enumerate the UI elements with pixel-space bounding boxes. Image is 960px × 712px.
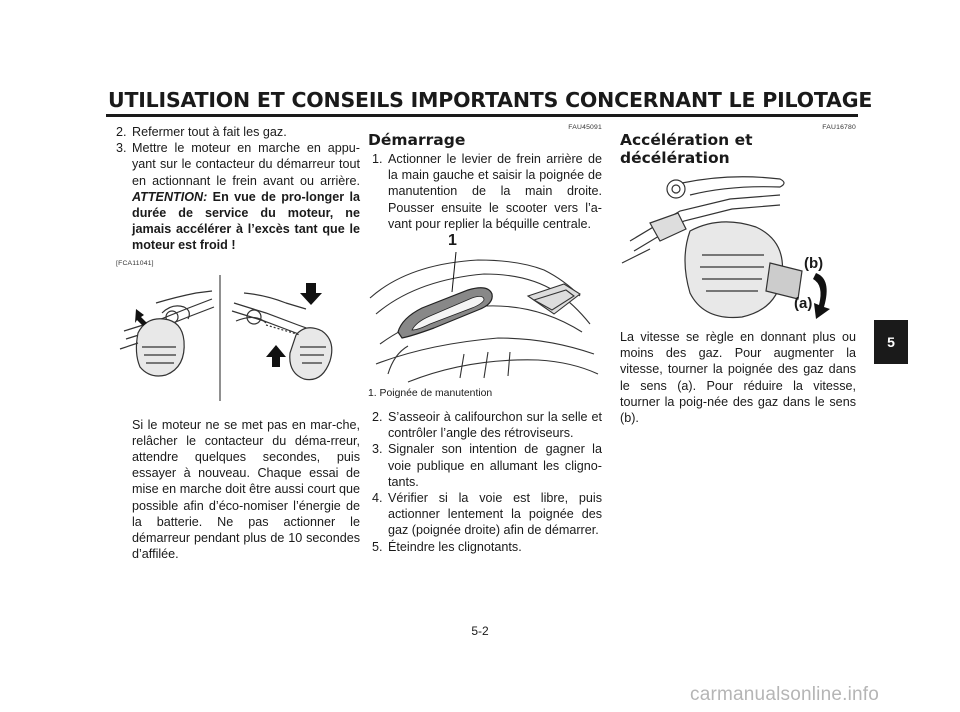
brake-lever-left-drawing	[120, 291, 214, 376]
section-heading-acceleration: Accélération et décélération	[620, 131, 753, 167]
step-number: 1.	[372, 152, 383, 166]
chapter-tab: 5	[874, 320, 908, 364]
step-text: S’asseoir à califourchon sur la selle et contrôler l’angle des rétroviseurs.	[388, 410, 602, 441]
step-3-text: Mettre le moteur en marche en appu-yant sur le contacteur du démarreur tout en actionnant le frein avant ou arrière.	[132, 141, 360, 188]
arrow-down-icon	[135, 309, 147, 326]
step-text: Actionner le levier de frein arrière de la main gauche et saisir la poignée de manutention de la main droite. Pousser ensuite le scooter vers l’a-vant pour replier la béquille centrale.	[388, 152, 602, 231]
attention-label: ATTENTION:	[132, 189, 208, 204]
column-right	[620, 124, 856, 426]
brake-lever-right-drawing	[232, 293, 332, 380]
throttle-figure	[620, 171, 856, 319]
throttle-paragraph: La vitesse se règle en donnant plus ou moins des gaz. Pour augmenter la vitesse, tourner la poignée des gaz dans le sens (a). Pour réduire la vitesse, tourner la poig-née des gaz dans le sens (b).	[620, 330, 856, 426]
step-text: Éteindre les clignotants.	[388, 539, 522, 554]
figure-caption: 1. Poignée de manutention	[368, 388, 493, 400]
step-number: 2.	[372, 410, 383, 425]
step-number: 5.	[372, 539, 383, 554]
step-number: 2.	[116, 125, 127, 139]
section-heading-demarrage: Démarrage	[368, 131, 466, 149]
list-item	[372, 441, 602, 490]
starter-paragraph: Si le moteur ne se met pas en mar-che, relâcher le contacteur du déma-rreur, attendre quelques secondes, puis essayer à nouveau. Chaque essai de mise en marche doit être aussi court que possible afin d’éco-nomiser l’énergie de la batterie. Ne pas actionner le démarreur pendant plus de 10 secondes d’affilée.	[132, 417, 360, 562]
handlebar-figure	[116, 273, 360, 401]
arrow-down-icon	[300, 283, 322, 305]
column-left	[116, 124, 360, 562]
step-text	[132, 140, 360, 253]
watermark: carmanualsonline.info	[690, 684, 880, 705]
list-item	[372, 539, 602, 555]
step-number: 3.	[116, 141, 127, 156]
list-item	[372, 490, 602, 539]
header-rule	[106, 114, 858, 117]
page-number: 5-2	[471, 624, 489, 638]
step-text: Signaler son intention de gagner la voie publique en allumant les cligno-tants.	[388, 442, 602, 489]
reference-code: FAU16780	[822, 124, 856, 131]
step-2	[116, 124, 360, 140]
reference-code: FAU45091	[568, 124, 602, 131]
steps-list	[368, 409, 602, 555]
direction-label-b: (b)	[804, 255, 824, 272]
step-1	[368, 151, 602, 232]
step-3	[116, 140, 360, 253]
list-item	[372, 409, 602, 441]
direction-label-a: (a)	[794, 295, 813, 312]
page-header-title: UTILISATION ET CONSEILS IMPORTANTS CONCERNANT LE PILOTAGE	[108, 88, 873, 112]
step-text: Refermer tout à fait les gaz.	[132, 125, 287, 139]
step-number: 4.	[372, 491, 383, 506]
figure-callout-1: 1	[448, 232, 457, 250]
rotation-arrow-icon	[813, 273, 830, 319]
grab-handle-figure	[368, 234, 602, 386]
attention-text: En vue de pro-longer la durée de service du moteur, ne jamais accélérer à l’excès tant que le moteur est froid !	[132, 189, 360, 253]
reference-code: [FCA11041]	[116, 259, 154, 267]
step-text: Vérifier si la voie est libre, puis actionner lentement la poignée des gaz (poignée droite) afin de démarrer.	[388, 491, 602, 538]
arrow-up-icon	[266, 345, 286, 367]
column-middle	[368, 124, 602, 555]
step-number: 3.	[372, 442, 383, 457]
